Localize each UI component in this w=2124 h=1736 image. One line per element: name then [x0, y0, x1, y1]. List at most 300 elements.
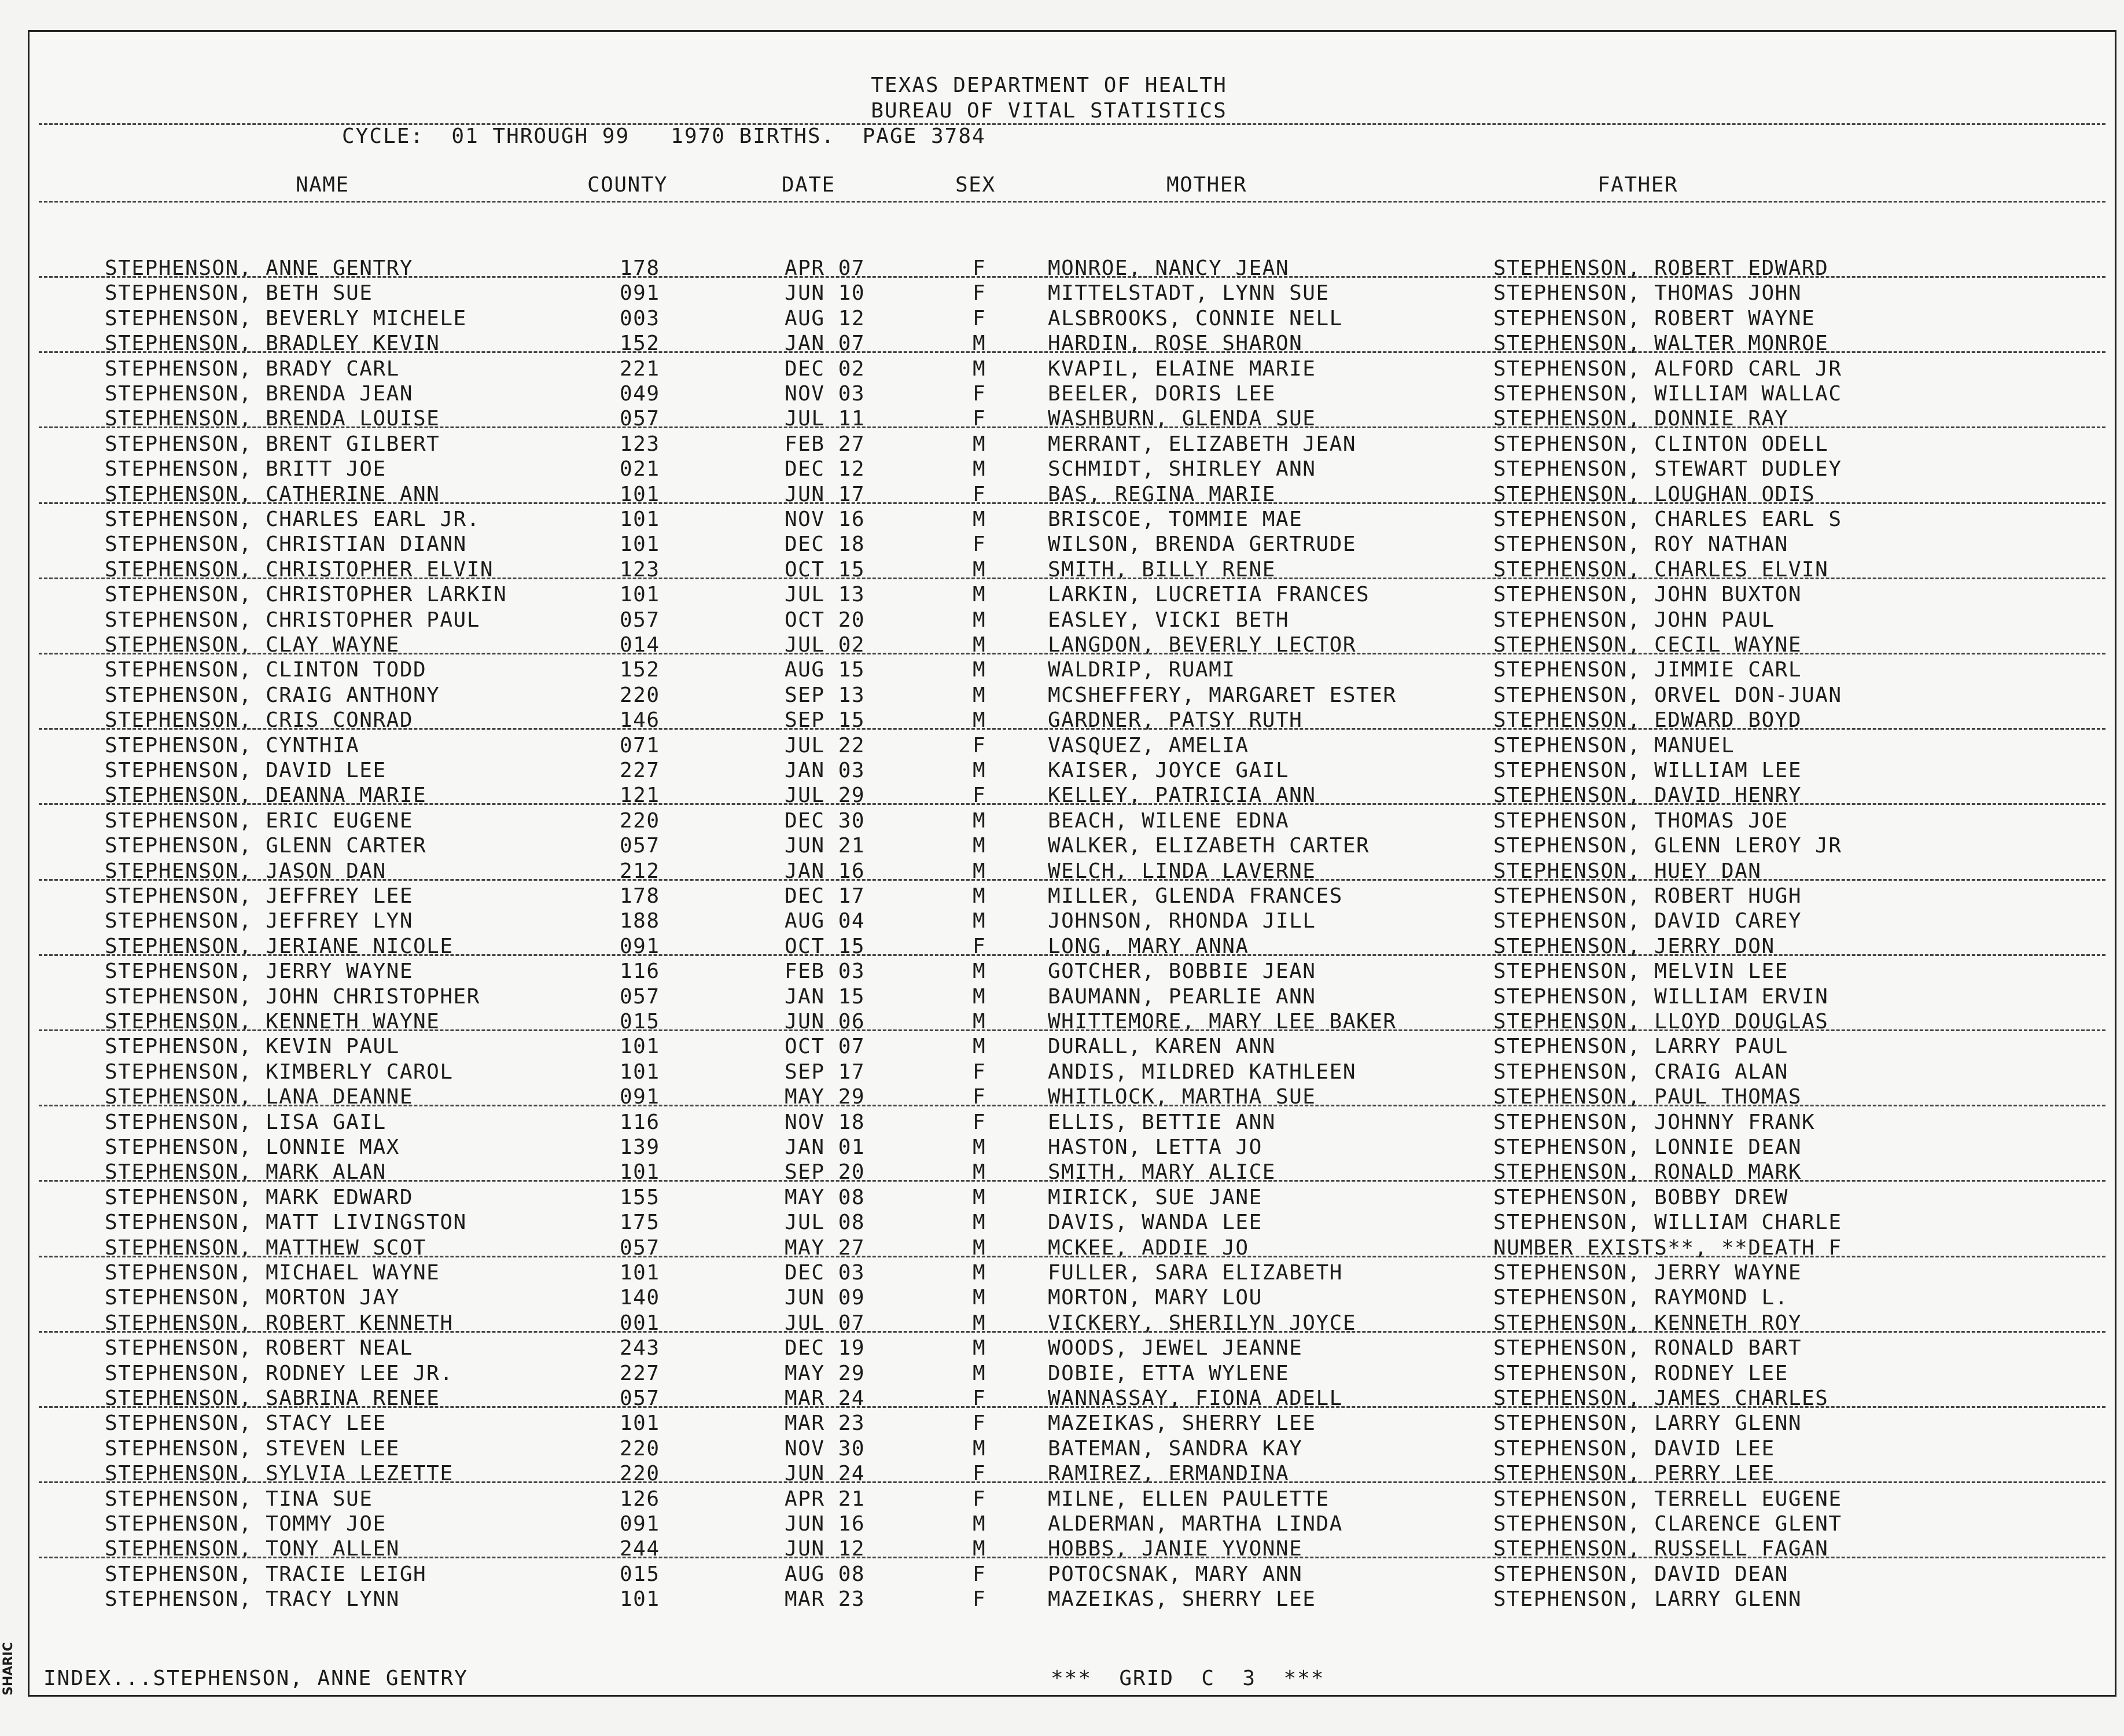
cell-name: STEPHENSON, CHRISTOPHER ELVIN [105, 557, 494, 582]
cell-date: MAY 08 [785, 1185, 866, 1209]
table-row [30, 1562, 2115, 1587]
cell-county: 001 [620, 1311, 660, 1335]
row-divider [39, 728, 2105, 730]
cell-father: STEPHENSON, RONALD BART [1493, 1336, 1802, 1360]
table-row [30, 1437, 2115, 1462]
cell-county: 139 [620, 1135, 660, 1159]
cell-father: STEPHENSON, ROBERT HUGH [1493, 884, 1802, 908]
cell-date: OCT 07 [785, 1035, 866, 1059]
cell-name: STEPHENSON, TINA SUE [105, 1487, 373, 1511]
cell-father: STEPHENSON, RUSSELL FAGAN [1493, 1537, 1829, 1561]
bureau-title: BUREAU OF VITAL STATISTICS [871, 99, 1227, 123]
table-row [30, 1286, 2115, 1311]
cell-sex: M [973, 1035, 986, 1059]
cell-county: 101 [620, 507, 660, 531]
cell-father: STEPHENSON, ORVEL DON-JUAN [1493, 683, 1842, 707]
index-footer: INDEX...STEPHENSON, ANNE GENTRY [43, 1667, 468, 1690]
cell-father: STEPHENSON, THOMAS JOHN [1493, 281, 1802, 306]
cell-sex: M [973, 1361, 986, 1385]
cell-father: STEPHENSON, LARRY GLENN [1493, 1587, 1802, 1612]
cell-mother: KELLEY, PATRICIA ANN [1048, 784, 1316, 808]
cell-mother: GOTCHER, BOBBIE JEAN [1048, 959, 1316, 984]
cell-father: STEPHENSON, LONNIE DEAN [1493, 1135, 1802, 1159]
cell-mother: MITTELSTADT, LYNN SUE [1048, 281, 1330, 306]
cell-name: STEPHENSON, MATT LIVINGSTON [105, 1211, 467, 1235]
cell-name: STEPHENSON, GLENN CARTER [105, 834, 427, 858]
cell-sex: M [973, 608, 986, 632]
table-row [30, 658, 2115, 683]
cell-date: JAN 15 [785, 984, 866, 1009]
table-row [30, 1587, 2115, 1612]
cell-father: STEPHENSON, JIMMIE CARL [1493, 658, 1802, 682]
cell-sex: M [973, 633, 986, 657]
row-divider [39, 426, 2105, 428]
cell-date: DEC 02 [785, 356, 866, 381]
cell-sex: M [973, 1010, 986, 1033]
cell-father: STEPHENSON, WILLIAM WALLAC [1493, 382, 1842, 406]
cell-county: 014 [620, 633, 660, 657]
table-row [30, 1135, 2115, 1160]
table-row [30, 608, 2115, 633]
cell-county: 227 [620, 1361, 660, 1385]
cell-date: NOV 16 [785, 507, 866, 531]
cell-county: 220 [620, 683, 660, 707]
cell-mother: BAS, REGINA MARIE [1048, 482, 1276, 506]
cell-sex: M [973, 1235, 986, 1260]
cell-county: 152 [620, 658, 660, 682]
cell-county: 121 [620, 784, 660, 808]
cell-sex: F [973, 1085, 986, 1109]
row-divider [39, 1481, 2105, 1483]
cell-sex: M [973, 1311, 986, 1335]
cell-mother: GARDNER, PATSY RUTH [1048, 708, 1303, 733]
cell-date: FEB 27 [785, 432, 866, 456]
cell-date: JUL 08 [785, 1211, 866, 1235]
table-row [30, 683, 2115, 708]
table-row [30, 1110, 2115, 1135]
cell-county: 057 [620, 984, 660, 1009]
cell-date: JUL 22 [785, 733, 866, 757]
cell-county: 057 [620, 834, 660, 858]
cell-sex: M [973, 1160, 986, 1185]
cell-father: STEPHENSON, CLINTON ODELL [1493, 432, 1829, 456]
cell-name: STEPHENSON, JOHN CHRISTOPHER [105, 984, 480, 1009]
table-row [30, 1261, 2115, 1286]
cell-county: 091 [620, 934, 660, 958]
cell-name: STEPHENSON, JEFFREY LEE [105, 884, 413, 908]
row-divider [39, 276, 2105, 278]
cell-mother: MCKEE, ADDIE JO [1048, 1235, 1249, 1260]
table-row [30, 734, 2115, 759]
table-row [30, 457, 2115, 482]
cell-father: STEPHENSON, PERRY LEE [1493, 1462, 1775, 1486]
cell-mother: VASQUEZ, AMELIA [1048, 733, 1249, 757]
cell-name: STEPHENSON, STACY LEE [105, 1411, 386, 1436]
cell-sex: M [973, 1211, 986, 1235]
cell-name: STEPHENSON, LANA DEANNE [105, 1085, 413, 1109]
row-divider [39, 578, 2105, 579]
column-header-father: FATHER [1597, 173, 1678, 197]
cell-sex: F [973, 1386, 986, 1410]
cell-mother: MILNE, ELLEN PAULETTE [1048, 1487, 1330, 1511]
table-row [30, 884, 2115, 909]
cell-sex: M [973, 457, 986, 481]
cell-father: STEPHENSON, LLOYD DOUGLAS [1493, 1010, 1829, 1033]
cell-county: 178 [620, 884, 660, 908]
cell-county: 227 [620, 759, 660, 782]
grid-footer: *** GRID C 3 *** [1051, 1667, 1325, 1690]
table-row [30, 985, 2115, 1010]
cell-county: 101 [620, 1411, 660, 1436]
cell-sex: M [973, 432, 986, 456]
register-page [28, 30, 2116, 1697]
cell-sex: F [973, 256, 986, 280]
cell-county: 101 [620, 1035, 660, 1059]
cell-father: STEPHENSON, CRAIG ALAN [1493, 1060, 1788, 1084]
cell-name: STEPHENSON, TOMMY JOE [105, 1512, 386, 1536]
cell-father: STEPHENSON, CHARLES EARL S [1493, 507, 1842, 531]
cell-name: STEPHENSON, CATHERINE ANN [105, 482, 440, 506]
cell-name: STEPHENSON, BETH SUE [105, 281, 373, 306]
cell-county: 101 [620, 532, 660, 557]
cell-county: 212 [620, 859, 660, 883]
cell-mother: SMITH, BILLY RENE [1048, 557, 1276, 582]
cell-name: STEPHENSON, MORTON JAY [105, 1286, 400, 1310]
cell-mother: HOBBS, JANIE YVONNE [1048, 1537, 1303, 1561]
cell-date: JUN 21 [785, 834, 866, 858]
cell-mother: LONG, MARY ANNA [1048, 934, 1249, 958]
cell-sex: M [973, 1436, 986, 1461]
cell-father: STEPHENSON, WILLIAM LEE [1493, 759, 1802, 782]
cell-date: JUL 07 [785, 1311, 866, 1335]
cell-sex: F [973, 733, 986, 757]
cell-date: JAN 07 [785, 332, 866, 356]
cell-father: STEPHENSON, THOMAS JOE [1493, 808, 1788, 833]
cell-father: STEPHENSON, JERRY DON [1493, 934, 1775, 958]
cell-name: STEPHENSON, CYNTHIA [105, 733, 360, 757]
cell-mother: BRISCOE, TOMMIE MAE [1048, 507, 1303, 531]
cell-father: STEPHENSON, RONALD MARK [1493, 1160, 1802, 1185]
cell-date: AUG 08 [785, 1562, 866, 1586]
cell-mother: WANNASSAY, FIONA ADELL [1048, 1386, 1343, 1410]
cell-mother: BEACH, WILENE EDNA [1048, 808, 1290, 833]
cell-sex: M [973, 1135, 986, 1159]
cell-date: MAY 29 [785, 1361, 866, 1385]
cell-date: NOV 03 [785, 382, 866, 406]
cell-date: NOV 18 [785, 1110, 866, 1134]
cell-mother: BATEMAN, SANDRA KAY [1048, 1436, 1303, 1461]
cell-date: JUL 29 [785, 784, 866, 808]
cell-father: STEPHENSON, STEWART DUDLEY [1493, 457, 1842, 481]
cell-name: STEPHENSON, CHRISTIAN DIANN [105, 532, 467, 557]
cell-father: STEPHENSON, WALTER MONROE [1493, 332, 1829, 356]
cell-sex: F [973, 407, 986, 431]
cell-mother: JOHNSON, RHONDA JILL [1048, 909, 1316, 933]
cell-father: STEPHENSON, JAMES CHARLES [1493, 1386, 1829, 1410]
cell-sex: F [973, 482, 986, 506]
cell-name: STEPHENSON, TRACIE LEIGH [105, 1562, 427, 1586]
cell-sex: F [973, 1562, 986, 1586]
cell-name: STEPHENSON, SYLVIA LEZETTE [105, 1462, 454, 1486]
cell-father: STEPHENSON, DONNIE RAY [1493, 407, 1788, 431]
cell-county: 091 [620, 1512, 660, 1536]
row-divider [39, 1029, 2105, 1031]
cell-name: STEPHENSON, CLINTON TODD [105, 658, 427, 682]
cell-date: SEP 13 [785, 683, 866, 707]
cell-county: 101 [620, 1160, 660, 1185]
table-row [30, 759, 2115, 784]
cell-name: STEPHENSON, KENNETH WAYNE [105, 1010, 440, 1033]
cell-sex: M [973, 557, 986, 582]
row-divider [39, 1557, 2105, 1558]
cell-mother: WELCH, LINDA LAVERNE [1048, 859, 1316, 883]
cell-county: 101 [620, 1060, 660, 1084]
cell-father: STEPHENSON, EDWARD BOYD [1493, 708, 1802, 733]
cell-county: 015 [620, 1010, 660, 1033]
table-row [30, 1060, 2115, 1085]
table-row [30, 1362, 2115, 1386]
cell-date: AUG 15 [785, 658, 866, 682]
cycle-line: CYCLE: 01 THROUGH 99 1970 BIRTHS. PAGE 3784 [342, 124, 986, 148]
cell-sex: F [973, 1060, 986, 1084]
cell-county: 243 [620, 1336, 660, 1360]
row-divider [39, 653, 2105, 654]
cell-father: NUMBER EXISTS**, **DEATH F [1493, 1235, 1842, 1260]
cell-mother: FULLER, SARA ELIZABETH [1048, 1261, 1343, 1285]
cell-father: STEPHENSON, JERRY WAYNE [1493, 1261, 1802, 1285]
cell-county: 220 [620, 808, 660, 833]
cell-father: STEPHENSON, JOHN BUXTON [1493, 583, 1802, 607]
cell-name: STEPHENSON, ANNE GENTRY [105, 256, 413, 280]
cell-date: JUL 13 [785, 583, 866, 607]
cell-sex: F [973, 1411, 986, 1436]
cell-county: 057 [620, 1235, 660, 1260]
cell-mother: KVAPIL, ELAINE MARIE [1048, 356, 1316, 381]
cell-sex: F [973, 1487, 986, 1511]
cell-name: STEPHENSON, ERIC EUGENE [105, 808, 413, 833]
cell-sex: M [973, 884, 986, 908]
table-row [30, 1512, 2115, 1537]
cell-sex: M [973, 708, 986, 733]
cell-mother: SCHMIDT, SHIRLEY ANN [1048, 457, 1316, 481]
cell-father: STEPHENSON, ALFORD CARL JR [1493, 356, 1842, 381]
cell-county: 015 [620, 1562, 660, 1586]
cell-county: 101 [620, 583, 660, 607]
cell-father: STEPHENSON, RAYMOND L. [1493, 1286, 1788, 1310]
cell-sex: M [973, 808, 986, 833]
table-row [30, 382, 2115, 407]
cell-sex: M [973, 1261, 986, 1285]
cell-sex: F [973, 532, 986, 557]
column-header-divider [39, 201, 2105, 203]
cell-date: MAR 23 [785, 1587, 866, 1612]
cell-sex: M [973, 909, 986, 933]
cell-date: FEB 03 [785, 959, 866, 984]
cell-date: OCT 15 [785, 557, 866, 582]
cell-county: 116 [620, 1110, 660, 1134]
cell-county: 101 [620, 1587, 660, 1612]
cell-mother: MAZEIKAS, SHERRY LEE [1048, 1587, 1316, 1612]
cell-father: STEPHENSON, MANUEL [1493, 733, 1735, 757]
cell-date: JUL 02 [785, 633, 866, 657]
cell-date: JUN 24 [785, 1462, 866, 1486]
cell-father: STEPHENSON, DAVID HENRY [1493, 784, 1802, 808]
row-divider [39, 954, 2105, 956]
cell-county: 057 [620, 1386, 660, 1410]
table-row [30, 1186, 2115, 1211]
cell-father: STEPHENSON, CHARLES ELVIN [1493, 557, 1829, 582]
cell-county: 057 [620, 608, 660, 632]
cell-county: 140 [620, 1286, 660, 1310]
cell-date: JUN 17 [785, 482, 866, 506]
row-divider [39, 351, 2105, 353]
cell-name: STEPHENSON, BRENT GILBERT [105, 432, 440, 456]
cell-name: STEPHENSON, MICHAEL WAYNE [105, 1261, 440, 1285]
cell-name: STEPHENSON, CHARLES EARL JR. [105, 507, 480, 531]
cell-father: STEPHENSON, KENNETH ROY [1493, 1311, 1802, 1335]
cell-date: DEC 30 [785, 808, 866, 833]
column-header-name: NAME [296, 173, 349, 197]
cell-sex: F [973, 1462, 986, 1486]
cell-name: STEPHENSON, CHRISTOPHER PAUL [105, 608, 480, 632]
cell-mother: MAZEIKAS, SHERRY LEE [1048, 1411, 1316, 1436]
table-row [30, 1487, 2115, 1512]
cell-name: STEPHENSON, RODNEY LEE JR. [105, 1361, 454, 1385]
row-divider [39, 1256, 2105, 1257]
cell-mother: WILSON, BRENDA GERTRUDE [1048, 532, 1356, 557]
table-row [30, 281, 2115, 306]
cell-name: STEPHENSON, LONNIE MAX [105, 1135, 400, 1159]
cell-name: STEPHENSON, KIMBERLY CAROL [105, 1060, 454, 1084]
cell-county: 123 [620, 557, 660, 582]
cell-date: DEC 18 [785, 532, 866, 557]
cell-county: 155 [620, 1185, 660, 1209]
table-row [30, 834, 2115, 859]
cell-mother: POTOCSNAK, MARY ANN [1048, 1562, 1303, 1586]
cell-sex: M [973, 1185, 986, 1209]
cell-name: STEPHENSON, JERIANE NICOLE [105, 934, 454, 958]
cell-father: STEPHENSON, HUEY DAN [1493, 859, 1762, 883]
cell-mother: BAUMANN, PEARLIE ANN [1048, 984, 1316, 1009]
cell-father: STEPHENSON, ROBERT WAYNE [1493, 306, 1816, 330]
cell-sex: F [973, 281, 986, 306]
cell-date: DEC 17 [785, 884, 866, 908]
cell-sex: M [973, 834, 986, 858]
cell-sex: M [973, 1336, 986, 1360]
cell-sex: M [973, 507, 986, 531]
cell-name: STEPHENSON, TRACY LYNN [105, 1587, 400, 1612]
cell-county: 101 [620, 482, 660, 506]
cell-mother: MCSHEFFERY, MARGARET ESTER [1048, 683, 1397, 707]
cell-mother: WHITLOCK, MARTHA SUE [1048, 1085, 1316, 1109]
cell-date: OCT 15 [785, 934, 866, 958]
cell-date: JUN 16 [785, 1512, 866, 1536]
cell-father: STEPHENSON, DAVID LEE [1493, 1436, 1775, 1461]
row-divider [39, 1105, 2105, 1106]
cell-date: MAR 24 [785, 1386, 866, 1410]
cell-date: MAR 23 [785, 1411, 866, 1436]
cell-name: STEPHENSON, MARK EDWARD [105, 1185, 413, 1209]
cell-name: STEPHENSON, JASON DAN [105, 859, 386, 883]
cell-mother: LANGDON, BEVERLY LECTOR [1048, 633, 1356, 657]
cell-name: STEPHENSON, BRENDA LOUISE [105, 407, 440, 431]
cell-name: STEPHENSON, BEVERLY MICHELE [105, 306, 467, 330]
cell-mother: MORTON, MARY LOU [1048, 1286, 1262, 1310]
cell-date: NOV 30 [785, 1436, 866, 1461]
cell-date: AUG 12 [785, 306, 866, 330]
cell-mother: VICKERY, SHERILYN JOYCE [1048, 1311, 1356, 1335]
cell-name: STEPHENSON, CRAIG ANTHONY [105, 683, 440, 707]
cell-father: STEPHENSON, RODNEY LEE [1493, 1361, 1788, 1385]
cell-father: STEPHENSON, TERRELL EUGENE [1493, 1487, 1842, 1511]
cell-date: JUN 06 [785, 1010, 866, 1033]
cell-date: JUL 11 [785, 407, 866, 431]
cell-father: STEPHENSON, JOHNNY FRANK [1493, 1110, 1816, 1134]
cell-name: STEPHENSON, CRIS CONRAD [105, 708, 413, 733]
cell-name: STEPHENSON, JERRY WAYNE [105, 959, 413, 984]
row-divider [39, 1331, 2105, 1333]
cell-county: 123 [620, 432, 660, 456]
table-row [30, 1211, 2115, 1235]
cell-father: STEPHENSON, WILLIAM CHARLE [1493, 1211, 1842, 1235]
cell-date: AUG 04 [785, 909, 866, 933]
cell-date: SEP 15 [785, 708, 866, 733]
cell-sex: F [973, 306, 986, 330]
cell-date: DEC 12 [785, 457, 866, 481]
table-row [30, 809, 2115, 834]
cell-father: STEPHENSON, JOHN PAUL [1493, 608, 1775, 632]
cell-date: JUN 09 [785, 1286, 866, 1310]
column-header-date: DATE [782, 173, 835, 197]
cell-date: JAN 01 [785, 1135, 866, 1159]
cell-date: DEC 19 [785, 1336, 866, 1360]
cell-mother: HARDIN, ROSE SHARON [1048, 332, 1303, 356]
cell-mother: DURALL, KAREN ANN [1048, 1035, 1276, 1059]
cell-name: STEPHENSON, ROBERT KENNETH [105, 1311, 454, 1335]
table-row [30, 357, 2115, 382]
cell-sex: F [973, 934, 986, 958]
cell-date: JAN 03 [785, 759, 866, 782]
table-row [30, 532, 2115, 557]
column-header-mother: MOTHER [1166, 173, 1247, 197]
cell-county: 021 [620, 457, 660, 481]
cell-county: 003 [620, 306, 660, 330]
cell-county: 221 [620, 356, 660, 381]
cell-mother: LARKIN, LUCRETIA FRANCES [1048, 583, 1370, 607]
cell-name: STEPHENSON, KEVIN PAUL [105, 1035, 400, 1059]
cell-county: 220 [620, 1462, 660, 1486]
table-row [30, 1411, 2115, 1436]
row-divider [39, 502, 2105, 504]
cell-father: STEPHENSON, LARRY PAUL [1493, 1035, 1788, 1059]
table-row [30, 1035, 2115, 1060]
cell-sex: M [973, 332, 986, 356]
cell-date: MAY 27 [785, 1235, 866, 1260]
cell-county: 091 [620, 1085, 660, 1109]
table-row [30, 909, 2115, 934]
cell-sex: F [973, 1110, 986, 1134]
cell-county: 152 [620, 332, 660, 356]
cell-sex: M [973, 1286, 986, 1310]
table-row [30, 432, 2115, 457]
cell-date: JUN 12 [785, 1537, 866, 1561]
table-row [30, 507, 2115, 532]
cell-date: JAN 16 [785, 859, 866, 883]
cell-father: STEPHENSON, DAVID DEAN [1493, 1562, 1788, 1586]
cell-sex: F [973, 784, 986, 808]
cell-mother: WHITTEMORE, MARY LEE BAKER [1048, 1010, 1397, 1033]
cell-county: 049 [620, 382, 660, 406]
